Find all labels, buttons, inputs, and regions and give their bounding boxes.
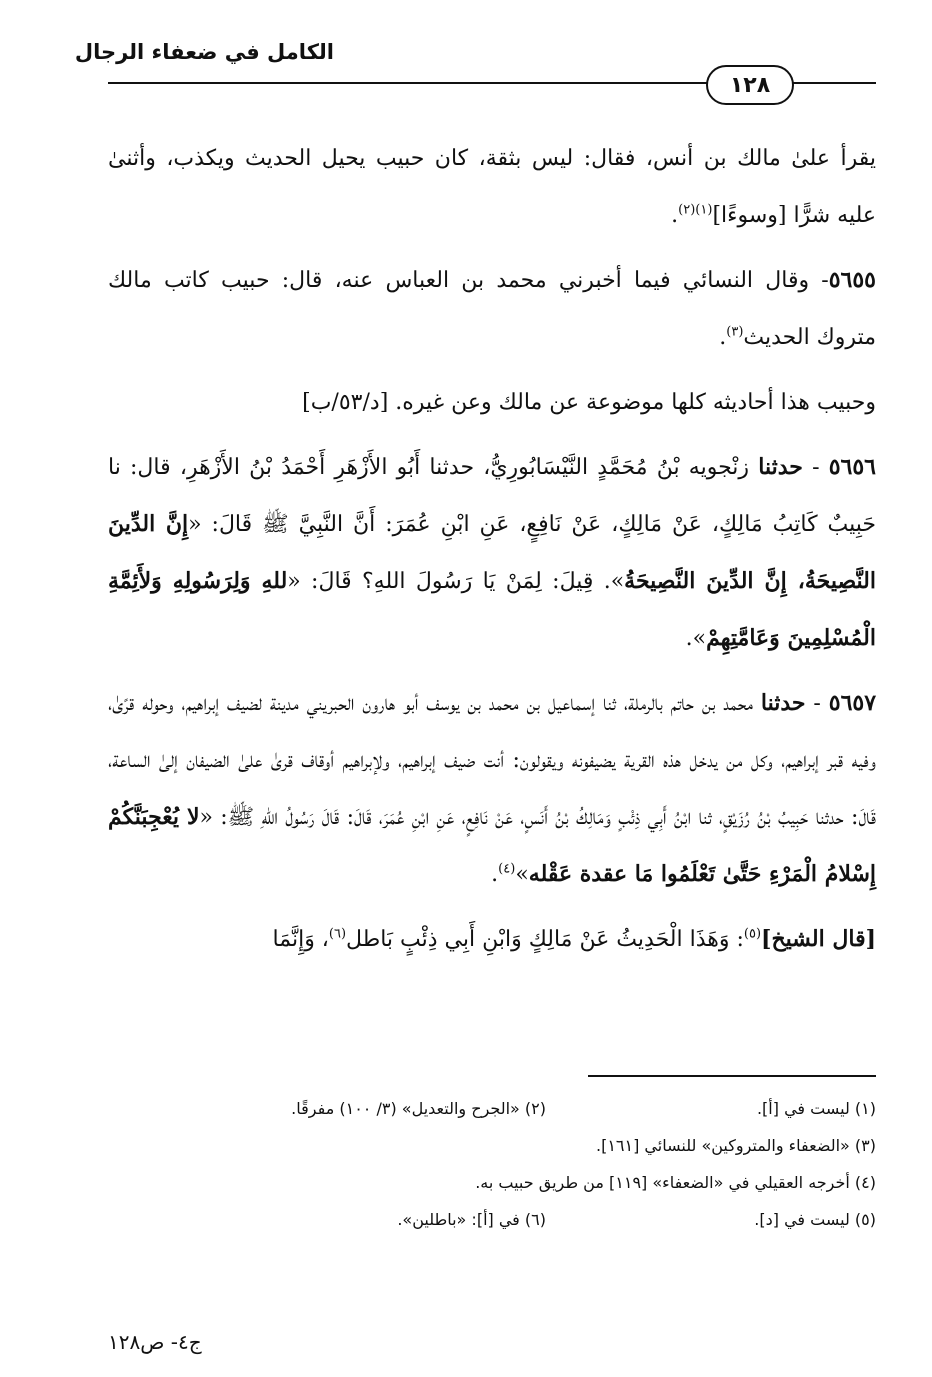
footnote-ref: (٤) [498,861,516,877]
footnote-ref: (٥) [743,926,762,942]
footnote-row [108,1127,876,1164]
paragraph-1-line-1: يقرأ علىٰ مالك بن أنس، فقال: ليس بثقة، كان حبيب يحيل الحديث ويكذب، [166,146,876,171]
footnote-ref: (٣) [726,324,744,340]
hadith-matn: إِنَّ الدِّينَ النَّصِيحَةُ، إِنَّ الدِّينَ النَّصِيحَةُ [108,511,876,594]
footnote-ref: (٦) [328,926,347,942]
paragraph-1-end: . [671,203,679,228]
paragraph-5656: ٥٦٥٦ - حدثنا زنْجويه بْنُ مُحَمَّدٍ النَّيْسَابُورِيُّ، حدثنا أَبُو الأَزْهَرِ أَحْمَدُ بْنُ الأَزْهَرِ، قال: نا حَبِيبٌ كَاتِبُ مَالِكٍ، عَنْ مَالِكٍ، عَنْ نَافِعٍ، عَنِ ابْنِ عُمَرَ: أَنَّ النَّبِيَّ ﷺ قَالَ: «إِنَّ الدِّينَ النَّصِيحَةُ، إِنَّ الدِّينَ النَّصِيحَةُ». قِيلَ: لِمَنْ يَا رَسُولَ اللهِ؟ قَالَ: «للهِ وَلِرَسُولِهِ وَلأَئِمَّةِ الْمُسْلِمِينَ وَعَامَّتِهِمْ». [108,454,876,651]
page-number-badge [706,65,794,105]
entry-number: ٥٦٥٧ [828,690,877,716]
footnote-4: (٤) أخرجه العقيلي في «الضعفاء» [١١٩] من طريق حبيب به. [475,1173,876,1192]
hadith-matn: للهِ وَلِرَسُولِهِ وَلأَئِمَّةِ الْمُسْلِمِينَ وَعَامَّتِهِمْ [108,568,876,651]
volume-page-footer: ج٤- ص١٢٨ [108,1330,202,1354]
paragraph-1-line-2: وأثنىٰ عليه شرًّا [وسوءًا] [108,146,876,228]
page-number: ١٢٨ [729,72,771,98]
footnote-ref: (١)(٢) [678,202,713,218]
paragraph-shaykh [108,911,876,968]
paragraph-note [108,374,876,431]
shaykh-label: [قال الشيخ] [761,926,876,952]
main-text [108,130,876,968]
paragraph-note-text: وحبيب هذا أحاديثه كلها موضوعة عن مالك وعن غيره. [د/٥٣/ب] [302,390,876,415]
isnad-text: زنْجويه بْنُ مُحَمَّدٍ النَّيْسَابُورِيُّ، حدثنا أَبُو الأَزْهَرِ أَحْمَدُ بْنُ الأَزْهَرِ، قال: نا حَبِيبٌ كَاتِبُ مَالِكٍ، عَنْ مَالِكٍ، عَنْ نَافِعٍ، عَنِ ابْنِ عُمَرَ: أَنَّ النَّبِيَّ ﷺ قَالَ: « [108,455,876,537]
paragraph-5657-end: . [491,862,499,887]
shaykh-text: : وَهَذَا الْحَدِيثُ عَنْ مَالِكٍ وَابْنِ أَبِي ذِئْبٍ بَاطل [346,927,744,952]
isnad-text: ». قِيلَ: لِمَنْ يَا رَسُولَ اللهِ؟ قَالَ: « [287,569,625,594]
footnote-rule [588,1075,876,1077]
hadith-matn: لا يُعْجِبَنَّكُمْ إِسْلامُ الْمَرْءِ حَتَّىٰ تَعْلَمُوا مَا عقدة عَقْله [108,804,876,887]
footnote-6: (٦) في [أ]: «باطلين». [397,1210,546,1229]
footnote-5: (٥) ليست في [د]. [754,1210,876,1229]
paragraph-5655-text: - وقال النسائي فيما أخبرني محمد بن العباس عنه، قال: حبيب كاتب مالك متروك الحديث [108,268,876,350]
entry-number: ٥٦٥٦ [828,454,876,480]
running-head-title: الكامل في ضعفاء الرجال [74,40,334,64]
haddathana-keyword: حدثنا [760,690,806,716]
paragraph-5656-end: ». [685,626,707,651]
footnote-row [108,1090,876,1127]
footnote-row [108,1164,876,1201]
shaykh-text-end: ، وَإِنَّمَا [272,927,329,952]
footnotes [108,1090,876,1238]
footnote-3: (٣) «الضعفاء والمتروكين» للنسائي [١٦١]. [595,1136,876,1155]
footnote-2: (٢) «الجرح والتعديل» (٣/ ١٠٠) مفرقًا. [291,1099,546,1118]
paragraph-5655-end: . [719,325,727,350]
paragraph-5657: ٥٦٥٧ - حدثنا محمد بن حاتم بالرملة، ثنا إسماعيل بن محمد بن يوسف أبو هارون الحبريني مدينة لضيف إبراهيم، وحوله قرًىٰ، وفيه قبر إبراهيم، وكل من يدخل هذه القرية يضيفونه ويقولون: أنت ضيف إبراهيم، ولإبراهيم أوقاف قرىٰ علىٰ الضيفان إلىٰ الساعة، قَالَ: حدثنا حَبِيبُ بْنُ رُزَيْقٍ، ثنا ابْنُ أَبِي ذِئْبٍ وَمَالِكُ بْنُ أَنَسٍ، عَنْ نَافِعٍ، عَنِ ابْنِ عُمَرَ، قَالَ: قَالَ رَسُولُ اللهِ ﷺ: «لا يُعْجِبَنَّكُمْ إِسْلامُ الْمَرْءِ حَتَّىٰ تَعْلَمُوا مَا عقدة عَقْله»$^{(٤)}$. [108,690,877,887]
isnad-text: محمد بن حاتم بالرملة، ثنا إسماعيل بن محمد بن يوسف أبو هارون الحبريني مدينة لضيف إبراهيم، وحوله قرًىٰ، وفيه قبر إبراهيم، وكل من يدخل هذه القرية يضيفونه ويقولون: أنت ضيف إبراهيم، ولإبراهيم أوقاف قرىٰ علىٰ الضيفان إلىٰ الساعة، قَالَ: حدثنا حَبِيبُ بْنُ رُزَيْقٍ، ثنا ابْنُ أَبِي ذِئْبٍ وَمَالِكُ بْنُ أَنَسٍ، عَنْ نَافِعٍ، عَنِ ابْنِ عُمَرَ، قَالَ: قَالَ رَسُولُ اللهِ ﷺ: « [108,691,876,830]
paragraph-1 [108,130,876,244]
paragraph-5655 [108,252,876,366]
haddathana-keyword: حدثنا [758,454,803,480]
footnote-row [108,1201,876,1238]
footnote-1: (١) ليست في [أ]. [756,1099,876,1118]
entry-number: ٥٦٥٥ [828,267,876,293]
quote-close: » [515,862,529,887]
